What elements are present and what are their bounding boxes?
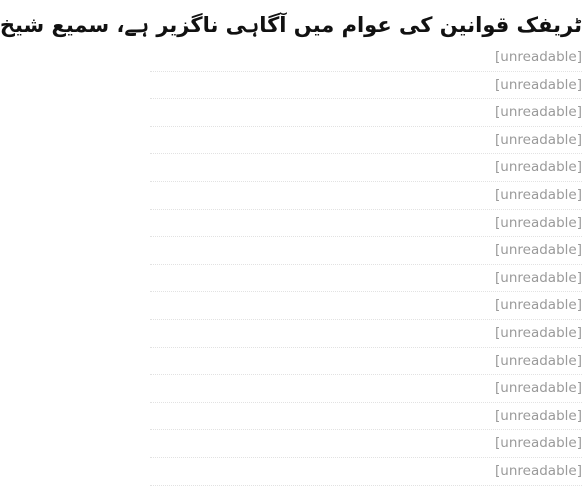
article-headline: ٹریفک قوانین کی عوام میں آگاہی ناگزیر ہے، سمیع شیخ	[0, 13, 582, 37]
body-line: [unreadable]	[150, 430, 582, 458]
body-line: [unreadable]	[150, 182, 582, 210]
body-line: [unreadable]	[150, 99, 582, 127]
body-line: [unreadable]	[150, 403, 582, 431]
body-line: [unreadable]	[150, 72, 582, 100]
body-line: [unreadable]	[150, 292, 582, 320]
body-line: [unreadable]	[150, 375, 582, 403]
body-line: [unreadable]	[150, 154, 582, 182]
news-article	[0, 6, 582, 491]
body-line: [unreadable]	[150, 458, 582, 486]
article-body	[150, 44, 582, 486]
body-line: [unreadable]	[150, 210, 582, 238]
body-line: [unreadable]	[150, 127, 582, 155]
body-line: [unreadable]	[150, 320, 582, 348]
body-line: [unreadable]	[150, 44, 582, 72]
body-line: [unreadable]	[150, 348, 582, 376]
body-line: [unreadable]	[150, 265, 582, 293]
body-line: [unreadable]	[150, 237, 582, 265]
